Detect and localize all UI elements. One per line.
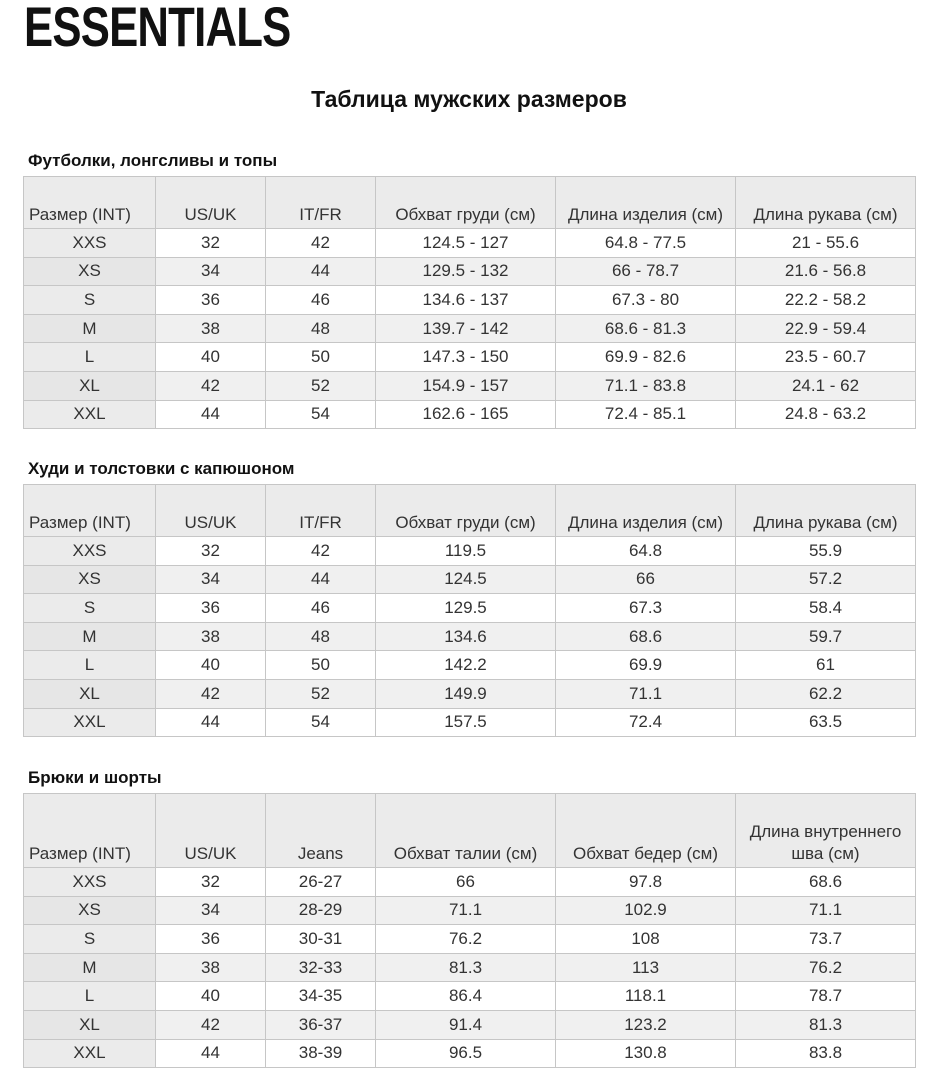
table-cell: 147.3 - 150 (376, 343, 556, 372)
table-cell: 21.6 - 56.8 (736, 257, 916, 286)
table-cell: 67.3 - 80 (556, 286, 736, 315)
size-label-cell: L (24, 651, 156, 680)
table-cell: 23.5 - 60.7 (736, 343, 916, 372)
size-table-hoodies (23, 484, 916, 737)
table-cell: 64.8 (556, 537, 736, 566)
size-label-cell: XL (24, 371, 156, 400)
table-cell: 34 (156, 257, 266, 286)
table-cell: 64.8 - 77.5 (556, 229, 736, 258)
table-cell: 21 - 55.6 (736, 229, 916, 258)
size-label-cell: XXL (24, 708, 156, 737)
table-cell: 66 (376, 868, 556, 897)
table-cell: 71.1 (736, 896, 916, 925)
table-cell: 44 (156, 708, 266, 737)
table-cell: 38 (156, 622, 266, 651)
table-cell: 34-35 (266, 982, 376, 1011)
table-row (24, 594, 916, 623)
size-label-cell: XS (24, 257, 156, 286)
table-cell: 81.3 (736, 1010, 916, 1039)
table-cell: 24.1 - 62 (736, 371, 916, 400)
table-cell: 139.7 - 142 (376, 314, 556, 343)
table-cell: 162.6 - 165 (376, 400, 556, 429)
section-title-tshirts: Футболки, лонгсливы и топы (28, 151, 278, 170)
size-label-cell: S (24, 925, 156, 954)
table-cell: 26-27 (266, 868, 376, 897)
size-label-cell: XXS (24, 868, 156, 897)
column-header: Обхват груди (см) (376, 177, 556, 229)
table-cell: 52 (266, 371, 376, 400)
table-row (24, 953, 916, 982)
table-cell: 96.5 (376, 1039, 556, 1068)
size-label-cell: M (24, 622, 156, 651)
table-cell: 54 (266, 708, 376, 737)
column-header: Jeans (266, 794, 376, 868)
table-cell: 72.4 (556, 708, 736, 737)
section-title-hoodies: Худи и толстовки с капюшоном (28, 459, 295, 478)
table-cell: 108 (556, 925, 736, 954)
table-cell: 62.2 (736, 679, 916, 708)
brand-logo: ESSENTIALS (24, 0, 291, 58)
table-cell: 32 (156, 229, 266, 258)
table-cell: 24.8 - 63.2 (736, 400, 916, 429)
table-cell: 71.1 (376, 896, 556, 925)
table-cell: 129.5 (376, 594, 556, 623)
column-header: US/UK (156, 794, 266, 868)
table-cell: 50 (266, 343, 376, 372)
table-cell: 124.5 (376, 565, 556, 594)
column-header: Длина рукава (см) (736, 177, 916, 229)
size-label-cell: XL (24, 1010, 156, 1039)
column-header: Длина внутреннего шва (см) (736, 794, 916, 868)
table-cell: 54 (266, 400, 376, 429)
column-header: Длина изделия (см) (556, 485, 736, 537)
size-label-cell: S (24, 594, 156, 623)
table-cell: 76.2 (736, 953, 916, 982)
table-cell: 83.8 (736, 1039, 916, 1068)
size-label-cell: XL (24, 679, 156, 708)
table-cell: 34 (156, 565, 266, 594)
table-row (24, 622, 916, 651)
table-cell: 36-37 (266, 1010, 376, 1039)
size-table-tshirts (23, 176, 916, 429)
table-row (24, 343, 916, 372)
table-cell: 78.7 (736, 982, 916, 1011)
table-cell: 46 (266, 286, 376, 315)
table-cell: 69.9 - 82.6 (556, 343, 736, 372)
table-row (24, 400, 916, 429)
size-label-cell: M (24, 314, 156, 343)
table-cell: 142.2 (376, 651, 556, 680)
column-header: IT/FR (266, 485, 376, 537)
table-cell: 71.1 (556, 679, 736, 708)
column-header: IT/FR (266, 177, 376, 229)
table-cell: 40 (156, 651, 266, 680)
table-cell: 40 (156, 982, 266, 1011)
table-row (24, 537, 916, 566)
table-cell: 102.9 (556, 896, 736, 925)
table-cell: 52 (266, 679, 376, 708)
table-cell: 66 - 78.7 (556, 257, 736, 286)
table-cell: 36 (156, 286, 266, 315)
table-cell: 34 (156, 896, 266, 925)
size-table-pants (23, 793, 916, 1068)
table-cell: 57.2 (736, 565, 916, 594)
column-header: Длина рукава (см) (736, 485, 916, 537)
table-cell: 38 (156, 314, 266, 343)
table-cell: 68.6 (736, 868, 916, 897)
table-cell: 48 (266, 622, 376, 651)
table-cell: 22.9 - 59.4 (736, 314, 916, 343)
table-cell: 123.2 (556, 1010, 736, 1039)
column-header: Размер (INT) (24, 485, 156, 537)
table-row (24, 257, 916, 286)
table-row (24, 1039, 916, 1068)
table-cell: 36 (156, 925, 266, 954)
size-label-cell: M (24, 953, 156, 982)
table-row (24, 651, 916, 680)
table-cell: 44 (156, 400, 266, 429)
table-cell: 28-29 (266, 896, 376, 925)
table-row (24, 229, 916, 258)
table-cell: 32-33 (266, 953, 376, 982)
table-cell: 55.9 (736, 537, 916, 566)
table-row (24, 1010, 916, 1039)
section-title-pants: Брюки и шорты (28, 768, 162, 787)
column-header: Обхват груди (см) (376, 485, 556, 537)
table-cell: 134.6 - 137 (376, 286, 556, 315)
table-row (24, 925, 916, 954)
table-row (24, 314, 916, 343)
table-row (24, 896, 916, 925)
table-cell: 22.2 - 58.2 (736, 286, 916, 315)
table-cell: 32 (156, 537, 266, 566)
table-cell: 149.9 (376, 679, 556, 708)
table-cell: 58.4 (736, 594, 916, 623)
table-cell: 130.8 (556, 1039, 736, 1068)
table-cell: 59.7 (736, 622, 916, 651)
table-cell: 68.6 - 81.3 (556, 314, 736, 343)
column-header: Размер (INT) (24, 794, 156, 868)
column-header: US/UK (156, 177, 266, 229)
table-cell: 66 (556, 565, 736, 594)
table-cell: 42 (266, 537, 376, 566)
size-label-cell: XS (24, 896, 156, 925)
table-cell: 67.3 (556, 594, 736, 623)
table-cell: 86.4 (376, 982, 556, 1011)
table-cell: 44 (266, 257, 376, 286)
table-row (24, 371, 916, 400)
table-cell: 81.3 (376, 953, 556, 982)
column-header: Обхват талии (см) (376, 794, 556, 868)
table-cell: 118.1 (556, 982, 736, 1011)
table-cell: 113 (556, 953, 736, 982)
table-cell: 154.9 - 157 (376, 371, 556, 400)
table-cell: 72.4 - 85.1 (556, 400, 736, 429)
table-cell: 134.6 (376, 622, 556, 651)
table-cell: 76.2 (376, 925, 556, 954)
table-cell: 38 (156, 953, 266, 982)
size-label-cell: L (24, 982, 156, 1011)
table-cell: 61 (736, 651, 916, 680)
table-row (24, 565, 916, 594)
table-cell: 30-31 (266, 925, 376, 954)
table-row (24, 982, 916, 1011)
table-cell: 48 (266, 314, 376, 343)
size-label-cell: S (24, 286, 156, 315)
table-cell: 69.9 (556, 651, 736, 680)
table-cell: 63.5 (736, 708, 916, 737)
size-label-cell: XXL (24, 400, 156, 429)
column-header: Размер (INT) (24, 177, 156, 229)
table-cell: 42 (156, 1010, 266, 1039)
table-cell: 36 (156, 594, 266, 623)
table-cell: 44 (266, 565, 376, 594)
size-label-cell: XS (24, 565, 156, 594)
table-cell: 91.4 (376, 1010, 556, 1039)
table-cell: 119.5 (376, 537, 556, 566)
table-cell: 40 (156, 343, 266, 372)
column-header: Длина изделия (см) (556, 177, 736, 229)
table-row (24, 868, 916, 897)
size-label-cell: XXS (24, 537, 156, 566)
table-row (24, 679, 916, 708)
page-title: Таблица мужских размеров (311, 86, 627, 112)
column-header: Обхват бедер (см) (556, 794, 736, 868)
table-cell: 46 (266, 594, 376, 623)
table-row (24, 708, 916, 737)
table-cell: 32 (156, 868, 266, 897)
size-label-cell: L (24, 343, 156, 372)
table-cell: 42 (156, 679, 266, 708)
table-cell: 42 (266, 229, 376, 258)
table-cell: 129.5 - 132 (376, 257, 556, 286)
table-cell: 157.5 (376, 708, 556, 737)
table-cell: 42 (156, 371, 266, 400)
table-cell: 97.8 (556, 868, 736, 897)
table-cell: 38-39 (266, 1039, 376, 1068)
table-cell: 124.5 - 127 (376, 229, 556, 258)
table-cell: 71.1 - 83.8 (556, 371, 736, 400)
table-cell: 73.7 (736, 925, 916, 954)
table-cell: 50 (266, 651, 376, 680)
table-row (24, 286, 916, 315)
size-label-cell: XXL (24, 1039, 156, 1068)
size-label-cell: XXS (24, 229, 156, 258)
table-cell: 44 (156, 1039, 266, 1068)
table-cell: 68.6 (556, 622, 736, 651)
column-header: US/UK (156, 485, 266, 537)
